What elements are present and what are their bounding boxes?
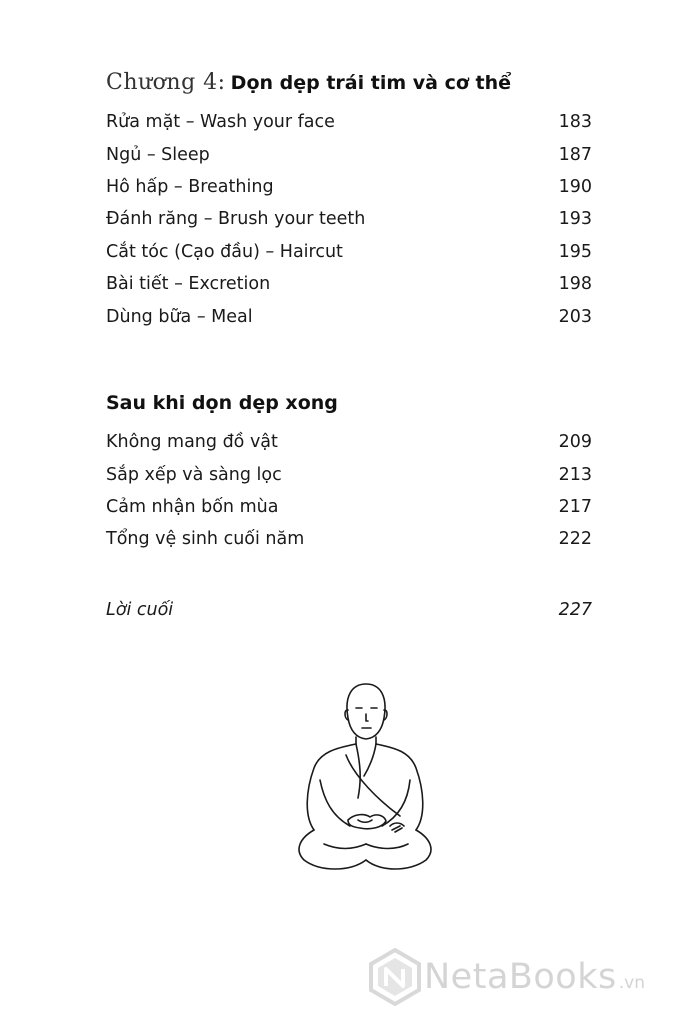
chapter-heading [106,70,511,95]
toc-entry [106,171,592,203]
toc-entry-page: 217 [558,496,592,517]
netabooks-logo-icon [366,948,424,1006]
toc-entry [106,236,592,268]
toc-entry [106,458,592,490]
toc-entry-page: 187 [558,144,592,165]
toc-entry-title: Rửa mặt – Wash your face [106,112,335,133]
netabooks-watermark [366,948,645,1006]
section-title: Sau khi dọn dẹp xong [106,392,338,414]
afterword-entry [106,600,592,620]
toc-entry-page: 209 [558,432,592,453]
afterword-title: Lời cuối [106,600,174,620]
toc-entry-title: Đánh răng – Brush your teeth [106,209,366,230]
toc-entry-page: 213 [558,464,592,485]
toc-entry-title: Hô hấp – Breathing [106,176,274,197]
watermark-suffix: .vn [618,973,645,993]
toc-entry-page: 203 [558,306,592,327]
chapter-label: Chương 4: [106,70,226,95]
toc-entry-title: Cắt tóc (Cạo đầu) – Haircut [106,241,343,262]
toc-entry-title: Dùng bữa – Meal [106,306,253,327]
toc-entry-page: 198 [558,274,592,295]
chapter-title: Dọn dẹp trái tim và cơ thể [230,72,511,94]
toc-entry-page: 193 [558,209,592,230]
afterword-page: 227 [558,600,592,620]
toc-entry [106,523,592,555]
toc-entry-title: Ngủ – Sleep [106,144,210,165]
toc-entry [106,203,592,235]
meditating-monk-illustration [290,680,440,889]
toc-entry-title: Sắp xếp và sàng lọc [106,464,282,485]
toc-entry-title: Cảm nhận bốn mùa [106,496,279,517]
toc-entry [106,491,592,523]
toc-entry [106,268,592,300]
toc-entry [106,106,592,138]
toc-entry [106,300,592,332]
toc-entry-page: 195 [558,241,592,262]
chapter4-toc-list [106,106,592,333]
toc-entry-page: 222 [558,529,592,550]
watermark-brand: NetaBooks [424,957,617,997]
toc-entry-title: Tổng vệ sinh cuối năm [106,529,305,550]
after-cleaning-toc-list [106,426,592,556]
toc-entry-page: 190 [558,176,592,197]
toc-entry-title: Không mang đồ vật [106,432,278,453]
toc-entry [106,426,592,458]
toc-entry-page: 183 [558,112,592,133]
toc-entry-title: Bài tiết – Excretion [106,274,271,295]
toc-entry [106,138,592,170]
